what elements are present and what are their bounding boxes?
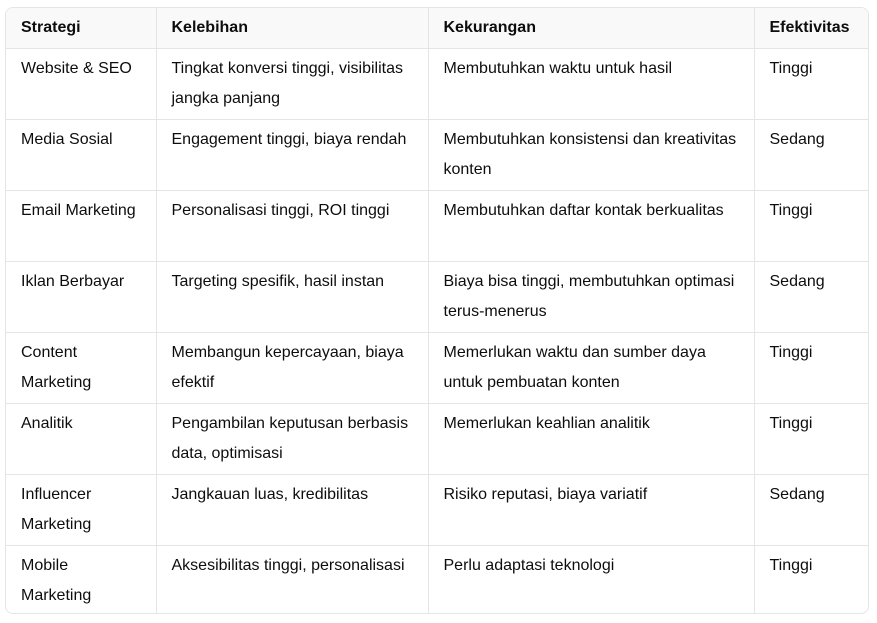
cell-strategi: Influencer Marketing xyxy=(6,475,156,546)
table-header-row xyxy=(6,8,868,49)
table-row xyxy=(6,120,868,191)
cell-kelebihan: Engagement tinggi, biaya rendah xyxy=(156,120,428,191)
header-kekurangan: Kekurangan xyxy=(428,8,754,49)
cell-efektivitas: Tinggi xyxy=(754,49,868,120)
cell-kelebihan: Membangun kepercayaan, biaya efektif xyxy=(156,333,428,404)
cell-strategi: Website & SEO xyxy=(6,49,156,120)
cell-kekurangan: Membutuhkan waktu untuk hasil xyxy=(428,49,754,120)
cell-kelebihan: Targeting spesifik, hasil instan xyxy=(156,262,428,333)
table-row xyxy=(6,475,868,546)
table-row xyxy=(6,262,868,333)
cell-efektivitas: Tinggi xyxy=(754,333,868,404)
table-row xyxy=(6,333,868,404)
cell-efektivitas: Sedang xyxy=(754,120,868,191)
strategy-table xyxy=(6,8,868,614)
cell-kekurangan: Biaya bisa tinggi, membutuhkan optimasi terus-menerus xyxy=(428,262,754,333)
cell-kelebihan: Personalisasi tinggi, ROI tinggi xyxy=(156,191,428,262)
cell-kelebihan: Pengambilan keputusan berbasis data, optimisasi xyxy=(156,404,428,475)
cell-efektivitas: Tinggi xyxy=(754,191,868,262)
table-row xyxy=(6,546,868,615)
cell-efektivitas: Tinggi xyxy=(769,557,813,574)
cell-kekurangan: Membutuhkan daftar kontak berkualitas xyxy=(428,191,754,262)
cell-efektivitas: Sedang xyxy=(754,475,868,546)
cell-strategi: Iklan Berbayar xyxy=(6,262,156,333)
cell-strategi: Email Marketing xyxy=(6,191,156,262)
table-body xyxy=(6,49,868,615)
table-row xyxy=(6,49,868,120)
cell-strategi: Analitik xyxy=(6,404,156,475)
cell-kelebihan: Jangkauan luas, kredibilitas xyxy=(156,475,428,546)
cell-kekurangan: Membutuhkan konsistensi dan kreativitas konten xyxy=(428,120,754,191)
header-strategi: Strategi xyxy=(6,8,156,49)
cell-efektivitas: Tinggi xyxy=(754,404,868,475)
cell-kelebihan: Aksesibilitas tinggi, personalisasi xyxy=(156,546,428,615)
header-efektivitas: Efektivitas xyxy=(754,8,868,49)
cell-kekurangan: Perlu adaptasi teknologi xyxy=(428,546,754,615)
cell-strategi: Mobile Marketing xyxy=(6,546,156,615)
strategy-table-container xyxy=(5,7,869,614)
cell-kekurangan: Risiko reputasi, biaya variatif xyxy=(428,475,754,546)
header-kelebihan: Kelebihan xyxy=(156,8,428,49)
cell-strategi: Content Marketing xyxy=(6,333,156,404)
cell-strategi: Media Sosial xyxy=(6,120,156,191)
cell-kelebihan: Tingkat konversi tinggi, visibilitas jangka panjang xyxy=(156,49,428,120)
table-header xyxy=(6,8,868,49)
cell-kekurangan: Memerlukan waktu dan sumber daya untuk pembuatan konten xyxy=(428,333,754,404)
table-row xyxy=(6,404,868,475)
cell-kekurangan: Memerlukan keahlian analitik xyxy=(428,404,754,475)
table-row xyxy=(6,191,868,262)
cell-efektivitas: Sedang xyxy=(754,262,868,333)
